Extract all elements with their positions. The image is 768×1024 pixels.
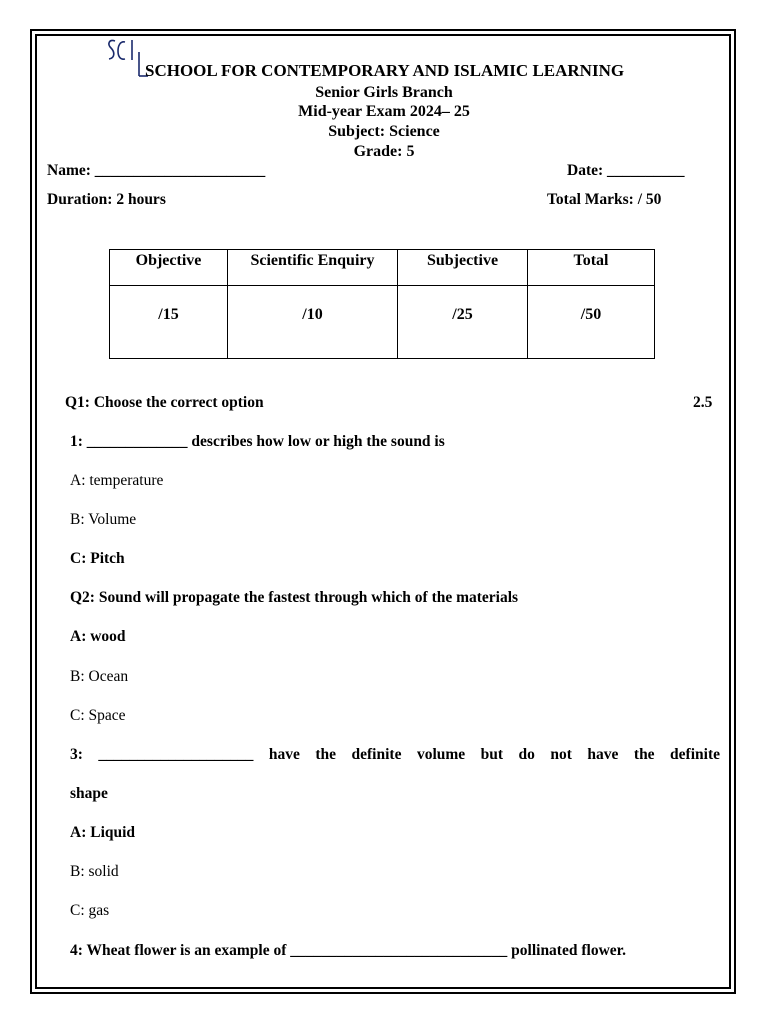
score-table-header-row (110, 250, 655, 286)
total-marks-label: Total Marks: / 50 (547, 191, 662, 208)
option: C: Space (70, 707, 126, 724)
option: A: temperature (70, 472, 164, 489)
exam-title: Mid-year Exam 2024– 25 (298, 103, 470, 120)
school-name: SCHOOL FOR CONTEMPORARY AND ISLAMIC LEARNING (145, 61, 625, 80)
table-header-cell: Objective (110, 250, 228, 286)
option: B: Ocean (70, 668, 129, 685)
table-value-cell: /15 (110, 286, 228, 359)
question-text: 3: ____________________ have the definite volume but do not have the definite (70, 746, 720, 763)
branch-name: Senior Girls Branch (315, 84, 453, 101)
table-header-cell: Total (528, 250, 655, 286)
question-text-continued: shape (70, 785, 108, 802)
table-value-cell: /25 (398, 286, 528, 359)
score-table (109, 249, 655, 359)
subject-label: Subject: Science (328, 123, 440, 140)
table-value-cell: /50 (528, 286, 655, 359)
name-field: Name: ______________________ (47, 162, 266, 179)
question-text: 4: Wheat flower is an example of ____________________________ pollinated flower. (70, 942, 626, 959)
option: B: solid (70, 863, 119, 880)
option-correct: A: Liquid (70, 824, 136, 841)
option: B: Volume (70, 511, 137, 528)
grade-label: Grade: 5 (353, 143, 415, 160)
section-marks: 2.5 (693, 394, 713, 411)
table-header-cell: Scientific Enquiry (228, 250, 398, 286)
option-correct: C: Pitch (70, 550, 125, 567)
school-logo (106, 38, 148, 78)
option: C: gas (70, 902, 110, 919)
date-field: Date: __________ (567, 162, 685, 179)
score-table-value-row (110, 286, 655, 359)
question-text: 1: _____________ describes how low or high the sound is (70, 433, 445, 450)
duration-label: Duration: 2 hours (47, 191, 166, 208)
option-correct: A: wood (70, 628, 126, 645)
question-text: Q2: Sound will propagate the fastest through which of the materials (70, 589, 519, 606)
section-title: Q1: Choose the correct option (65, 394, 264, 411)
table-value-cell: /10 (228, 286, 398, 359)
table-header-cell: Subjective (398, 250, 528, 286)
